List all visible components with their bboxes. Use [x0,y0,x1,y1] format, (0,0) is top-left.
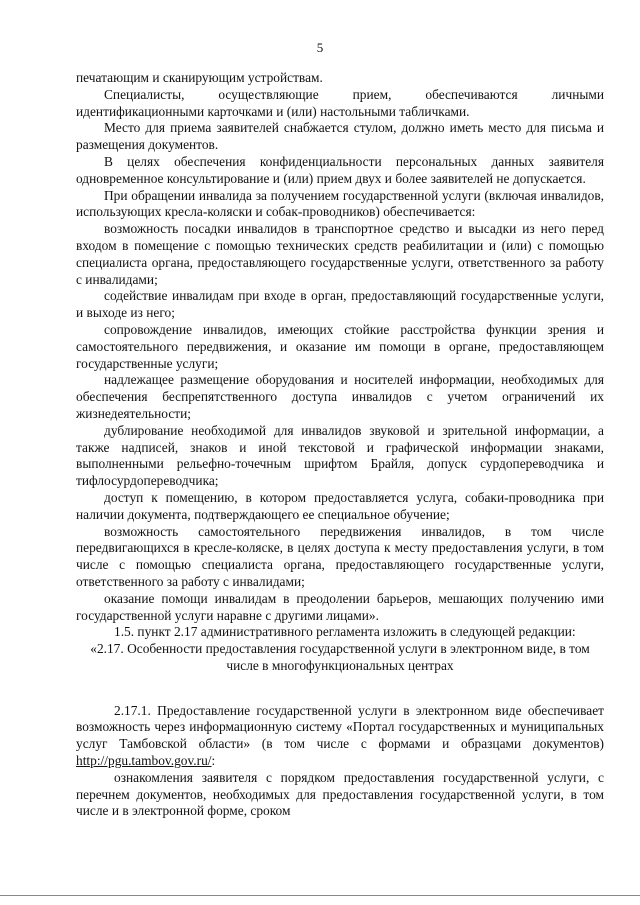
paragraph: оказание помощи инвалидам в преодолении барьеров, мешающих получению ими государственной услуги наравне с другими лицами». [76,590,604,623]
paragraph: возможность посадки инвалидов в транспортное средство и высадки из него перед входом в помещение с помощью технических средств реабилитации и (или) с помощью специалиста органа, предоставляющего государственные услуги, ответственного за работу с инвалидами; [76,221,604,287]
paragraph: доступ к помещению, в котором предоставляется услуга, собаки-проводника при наличии документа, подтверждающего ее специальное обучение; [76,489,604,522]
paragraph: надлежащее размещение оборудования и носителей информации, необходимых для обеспечения беспрепятственного доступа инвалидов с учетом ограничений их жизнедеятельности; [76,372,604,421]
paragraph: В целях обеспечения конфиденциальности персональных данных заявителя одновременное консультирование и (или) прием двух и более заявителей не допускается. [76,153,604,186]
paragraph: возможность самостоятельного передвижения инвалидов, в том числе передвигающихся в кресле-коляске, в целях доступа к месту предоставления услуги, в том числе с помощью специалиста органа, предоставляющего государственные услуги, ответственного за работу с инвалидами; [76,523,604,589]
paragraph: печатающим и сканирующим устройствам. [76,70,323,85]
portal-link[interactable]: http://pgu.tambov.gov.ru/ [76,753,212,769]
paragraph: содействие инвалидам при входе в орган, предоставляющий государственные услуги, и выходе из него; [76,288,604,321]
bottom-rule [0,895,640,896]
paragraph: сопровождение инвалидов, имеющих стойкие расстройства функции зрения и самостоятельного передвижения, и оказание им помощи в органе, предоставляющем государственные услуги; [76,321,604,371]
paragraph: дублирование необходимой для инвалидов звуковой и зрительной информации, а также надписей, знаков и иной текстовой и графической информации знаками, выполненными рельефно-точечным шрифтом Брайля, допуск сурдопереводчика и тифлосурдопереводчика; [76,422,604,489]
paragraph: При обращении инвалида за получением государственной услуги (включая инвалидов, использующих кресла-коляски и собак-проводников) обеспечивается: [76,187,604,220]
paragraph: Место для приема заявителей снабжается стулом, должно иметь место для письма и размещения документов. [76,120,604,153]
spacer [76,675,604,703]
document-body [76,70,604,820]
paragraph-2171 [76,703,604,770]
section-heading: «2.17. Особенности предоставления государственной услуги в электронном виде, в том числе в многофункциональных центрах [90,641,590,673]
paragraph: ознакомления заявителя с порядком предоставления государственной услуги, с перечнем документов, необходимых для предоставления государственной услуги, в том числе и в электронной форме, сроком [76,769,604,819]
paragraph: 1.5. пункт 2.17 административного регламента изложить в следующей редакции: [114,624,576,640]
paragraph: Специалисты, осуществляющие прием, обеспечиваются личными идентификационными карточками и (или) настольными табличками. [76,86,604,119]
page-number: 5 [316,40,324,55]
paragraph-2171-tail: : [211,753,216,769]
paragraph-2171-text: 2.17.1. Предоставление государственной услуги в электронном виде обеспечивает возможность через информационную систему «Портал государственных и муниципальных услуг Тамбовской области» (в том числе с формами и образцами документов) [76,702,604,752]
